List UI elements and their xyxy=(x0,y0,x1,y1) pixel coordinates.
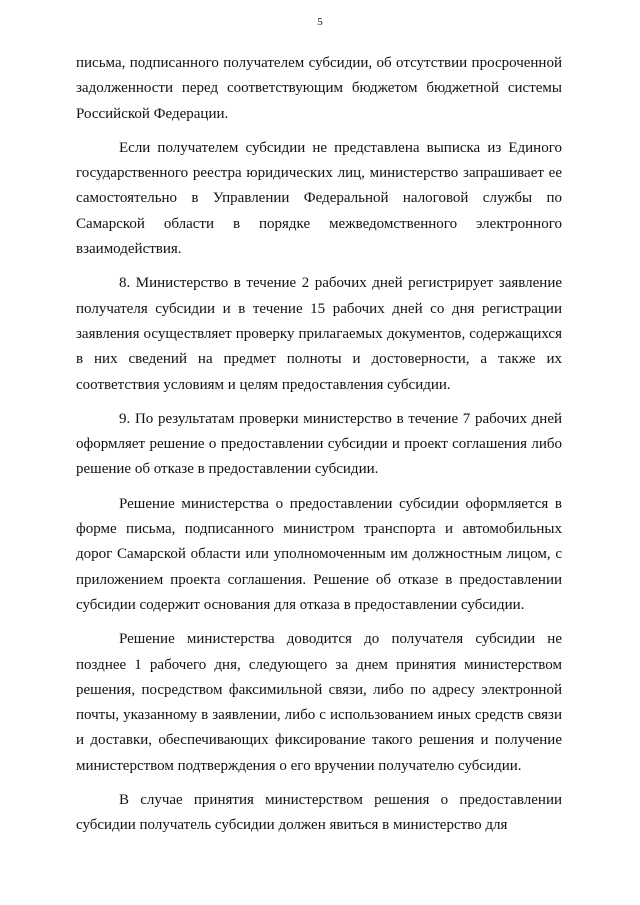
paragraph-item-8: 8. Министерство в течение 2 рабочих дней регистрирует заявление получателя субсидии и в течение 15 рабочих дней со дня регистрации заявления осуществляет проверку прилагаемых документов, содержащихся в них сведений на предмет полноты и достоверности, а также их соответствия условиям и целям предоставления субсидии. xyxy=(76,275,562,393)
paragraph-item-9: 9. По результатам проверки министерство в течение 7 рабочих дней оформляет решение о предоставлении субсидии и проект соглашения либо решение об отказе в предоставлении субсидии. xyxy=(76,410,562,478)
page-number: 5 xyxy=(317,16,323,28)
paragraph-grant-decision: В случае принятия министерством решения о предоставлении субсидии получатель субсидии должен явиться в министерство для xyxy=(76,792,562,834)
paragraph-egrul-extract: Если получателем субсидии не представлена выписка из Единого государственного реестра юридических лиц, министерство запрашивает ее самостоятельно в Управлении Федеральной налоговой службы по Самарской области в порядке межведомственного электронного взаимодействия. xyxy=(76,139,562,258)
paragraph-continuation: письма, подписанного получателем субсидии, об отсутствии просроченной задолженности перед соответствующим бюджетом бюджетной системы Российской Федерации. xyxy=(76,55,562,122)
paragraph-decision-form: Решение министерства о предоставлении субсидии оформляется в форме письма, подписанного министром транспорта и автомобильных дорог Самарской области или уполномоченным им должностным лицом, с приложением проекта соглашения. Решение об отказе в предоставлении субсидии содержит основания для отказа в предоставлении субсидии. xyxy=(76,495,562,613)
document-body xyxy=(76,51,562,839)
paragraph-decision-delivery: Решение министерства доводится до получателя субсидии не позднее 1 рабочего дня, следующего за днем принятия министерством решения, посредством факсимильной связи, либо по адресу электронной почты, указанному в заявлении, либо с использованием иных средств связи и доставки, обеспечивающих фиксирование такого решения и получение министерством подтверждения о его вручении получателю субсидии. xyxy=(76,631,562,774)
